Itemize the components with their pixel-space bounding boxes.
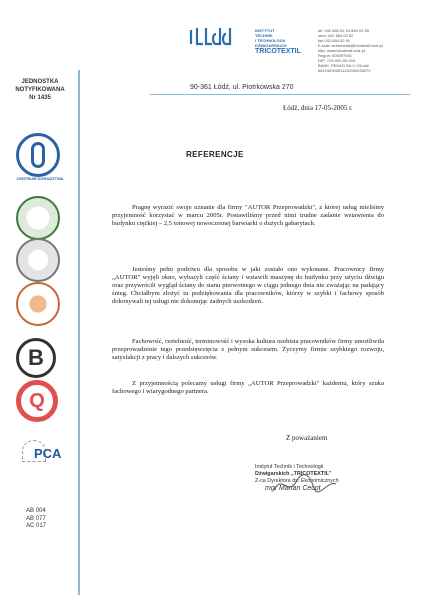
document-title: REFERENCJE: [186, 150, 244, 159]
quality-seal-orange: [16, 282, 60, 326]
contact-line-1: tel. 042 684 02 24 684 02 55: [318, 28, 369, 33]
pca-label: PCA: [34, 446, 62, 461]
centrum-label: CENTRUM DORADZTWA: [16, 176, 64, 181]
cert-item: AC 017: [26, 523, 47, 529]
contact-line-6: Regon: 000097941: [318, 53, 353, 58]
org-line-3: I TECHNOLOGII: [255, 38, 285, 43]
quality-seal-green: [16, 196, 60, 240]
stamp-line-1: Instytut Technik i Technologii: [255, 464, 324, 470]
org-line-5: TRICOTEXTIL: [255, 48, 301, 55]
sidebar-title-line-1: JEDNOSTKA: [21, 79, 59, 85]
contact-line-7: NIP: 724-000-00-204: [318, 58, 356, 63]
cert-list: [26, 508, 46, 531]
paragraph-1: Pragnę wyrazić swoje uznanie dla firmy "AUTOR Przeprowadzki", z której usług mieliśmy przyjemność korzystać w marcu 2005r. Postawiliśmy przed nimi trudne zadanie wstawienia do budynku ciężkiej – 2,5 tonowej nowoczesnej barwiarki o dużych gabarytach.: [112, 204, 384, 228]
contact-line-3: fax 042 684 02 91: [318, 38, 351, 43]
sidebar-divider: [78, 70, 80, 595]
institute-name: [255, 28, 301, 56]
sidebar-title-line-3: Nr 1435: [29, 95, 51, 101]
stamp-line-3: Z-ca Dyrektora ds. Ekonomicznych: [255, 478, 339, 484]
cert-item: AB 077: [26, 515, 46, 522]
q-certificate-seal: Q: [16, 380, 58, 422]
pca-logo: [22, 440, 62, 464]
org-line-4: DŹWIGARSKICH: [255, 43, 287, 48]
closing: Z poważaniem: [286, 434, 328, 442]
signature-icon: [270, 470, 340, 498]
seal-mark-icon: [31, 142, 45, 168]
paragraph-3: Fachowość, rzetelność, terminowość i wysoka kultura osobista pracowników firmy umożliwiła przeprowadzenie tego przedsięwzięcia z pełnym sukcesem. Życzymy firmie szybkiego rozwoju, satysfakcji z pracy i dalszych sukcesów.: [112, 338, 384, 362]
contact-line-4: E-mail: sekretariat@tricotextil.lodz.pl: [318, 43, 383, 48]
date-line: Łódź, dnia 17-05-2005 r.: [283, 104, 353, 112]
b-certificate-seal: B: [16, 338, 56, 378]
itttd-logo-icon: [188, 26, 258, 50]
centrum-doradztwa-seal: [16, 133, 60, 177]
sidebar-title-line-2: NOTYFIKOWANA: [15, 87, 65, 93]
org-line-2: TECHNIK: [255, 33, 273, 38]
cert-item: AB 004: [26, 508, 46, 514]
contact-line-5: http: www.tricotextil.lodz.pl: [318, 48, 365, 53]
org-line-1: INSTYTUT: [255, 28, 275, 33]
contact-line-9: 661240302811110000226272: [318, 68, 371, 73]
quality-seal-grey: [16, 238, 60, 282]
header-divider: [150, 94, 410, 95]
contact-line-8: BANK: PEKAO SA V O/Łódź: [318, 63, 369, 68]
stamp-line-2: Dźwigarskich „TRICOTEXTIL": [255, 471, 332, 477]
contact-block: [318, 28, 423, 73]
stamp-line-4: mgr Marian Cecot: [265, 485, 321, 492]
institute-logo: [188, 26, 258, 55]
paragraph-2: Jesteśmy pełni podziwu dla sposobu w jaki zostało ono wykonane. Pracownicy firmy „AUTOR" wyjęli okno, wybazyli część ściany i wstawili maszynę do budynku przy użyciu dźwigu oraz przywrócili wygląd ściany do stanu pierwotnego w ciągu jednego dnia nie zważając na padający śnieg. Chciałbym złożyć tu podziękowania dla pracowników, którzy w szybki i fachowy sposób dokonywali tej usługi nie dokonując żadnych uszkodzeń.: [112, 266, 384, 306]
paragraph-4: Z przyjemnością polecamy usługi firmy „AUTOR Przeprowadzki" każdemu, który szuka fachowego i wiarygodnego partnera.: [112, 380, 384, 396]
contact-line-2: cent. 042 684 02 82: [318, 33, 354, 38]
notified-body-title: [4, 78, 76, 102]
address: 90-361 Łódź, ul. Piotrkowska 270: [190, 84, 294, 91]
